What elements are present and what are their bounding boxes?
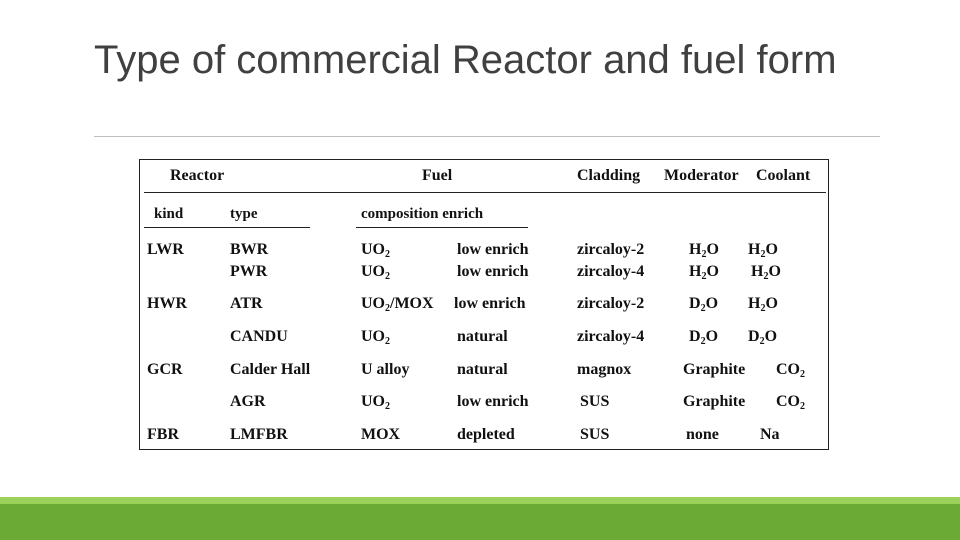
slide-title: Type of commercial Reactor and fuel form: [94, 38, 837, 82]
cell-type: CANDU: [230, 328, 288, 345]
cell-enrich: natural: [457, 361, 508, 378]
subheader-underline-reactor: [144, 227, 310, 228]
cell-type: AGR: [230, 393, 266, 410]
header-reactor: Reactor: [170, 167, 225, 184]
cell-cladding: SUS: [580, 426, 610, 443]
header-fuel: Fuel: [422, 167, 453, 184]
header-moderator: Moderator: [664, 167, 739, 184]
cell-type: Calder Hall: [230, 361, 311, 378]
cell-kind: HWR: [147, 295, 187, 312]
cell-coolant: $CO_2$: [776, 361, 805, 380]
cell-enrich: low enrich: [454, 295, 526, 312]
cell-enrich: depleted: [457, 426, 515, 443]
cell-type: PWR: [230, 263, 268, 280]
cell-moderator: $H_2O$: [689, 241, 719, 260]
cell-enrich: low enrich: [457, 241, 529, 258]
cell-composition: MOX: [361, 426, 401, 443]
cell-coolant: $CO_2$: [776, 393, 805, 412]
cell-enrich: natural: [457, 328, 508, 345]
cell-enrich: low enrich: [457, 263, 529, 280]
cell-kind: LWR: [147, 241, 184, 258]
subheader-composition-enrich: composition enrich: [361, 206, 484, 222]
cell-kind: GCR: [147, 361, 183, 378]
cell-coolant: $H_2O$: [748, 295, 778, 314]
cell-moderator: $D_2O$: [689, 328, 719, 347]
cell-composition: $UO_2$: [361, 328, 390, 347]
cell-moderator: none: [686, 426, 719, 443]
cell-composition: U alloy: [361, 361, 410, 378]
cell-coolant: $H_2O$: [751, 263, 781, 282]
cell-moderator: Graphite: [683, 361, 746, 378]
header-cladding: Cladding: [577, 167, 641, 184]
cell-cladding: zircaloy-4: [577, 263, 645, 280]
cell-moderator: $H_2O$: [689, 263, 719, 282]
cell-type: LMFBR: [230, 426, 288, 443]
cell-coolant: $D_2O$: [748, 328, 778, 347]
footer-bar: [0, 497, 960, 540]
cell-kind: FBR: [147, 426, 179, 443]
subheader-type: type: [230, 206, 258, 222]
subheader-underline-fuel: [356, 227, 528, 228]
footer-stripe: [0, 497, 960, 504]
cell-cladding: SUS: [580, 393, 610, 410]
cell-coolant: Na: [760, 426, 780, 443]
cell-coolant: $H_2O$: [748, 241, 778, 260]
cell-cladding: magnox: [577, 361, 632, 378]
header-divider: [144, 192, 826, 193]
cell-cladding: zircaloy-2: [577, 295, 645, 312]
cell-composition: $UO_2$: [361, 393, 390, 412]
title-divider: [94, 136, 880, 137]
cell-type: ATR: [230, 295, 263, 312]
cell-cladding: zircaloy-4: [577, 328, 645, 345]
cell-composition: $UO_2$: [361, 241, 390, 260]
cell-type: BWR: [230, 241, 269, 258]
cell-cladding: zircaloy-2: [577, 241, 645, 258]
cell-moderator: $D_2O$: [689, 295, 719, 314]
header-coolant: Coolant: [756, 167, 811, 184]
cell-enrich: low enrich: [457, 393, 529, 410]
cell-composition: $UO_2$: [361, 263, 390, 282]
cell-composition: $UO_2$/MOX: [361, 295, 434, 314]
cell-moderator: Graphite: [683, 393, 746, 410]
subheader-kind: kind: [154, 206, 184, 222]
reactor-fuel-table: [139, 159, 829, 450]
